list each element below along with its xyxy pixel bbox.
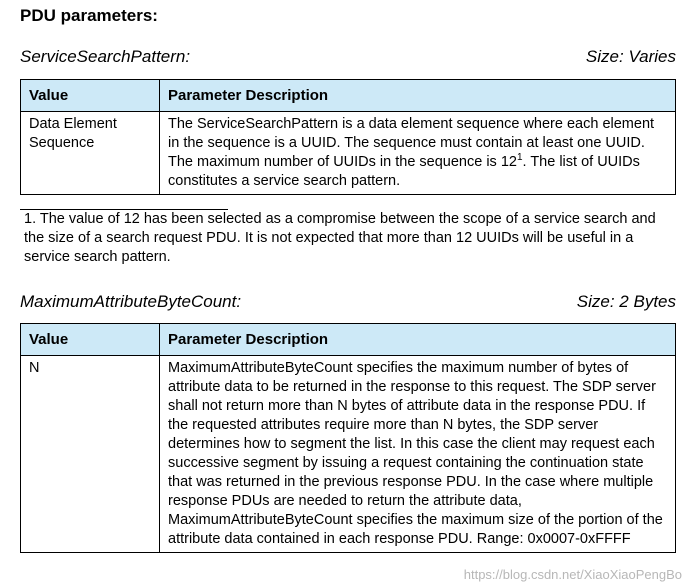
description-cell: MaximumAttributeByteCount specifies the maximum number of bytes of attribute data to be returned in the response to this request. The SDP server shall not return more than N bytes of attribute data in the response PDU. If the requested attributes require more than N bytes, the SDP server determines how to segment the list. In this case the client may request each successive segment by issuing a request containing the continuation state that was returned in the previous response PDU. In the case where multiple response PDUs are needed to return the attribute data, MaximumAttributeByteCount specifies the maximum size of the portion of the attribute data contained in each response PDU. Range: 0x0007-0xFFFF [160,356,676,553]
param-name: ServiceSearchPattern: [20,47,191,66]
param-size: Size: Varies [585,47,676,66]
description-cell [160,112,676,195]
value-column-header: Value [21,324,160,356]
value-cell: N [21,356,160,553]
table-row [21,112,676,195]
value-cell-line1: Data Element [29,116,117,132]
watermark-url: https://blog.csdn.net/XiaoXiaoPengBo [463,567,682,582]
description-column-header: Parameter Description [160,324,676,356]
description-text: The ServiceSearchPattern is a data element sequence where each element in the sequence is a UUID. The sequence must contain at least one UUID. The maximum number of UUIDs in the sequence is 12 [168,116,655,170]
value-cell-line2: Sequence [29,135,95,151]
table-header-row [21,324,676,356]
footnote-marker: 1 [516,152,523,164]
value-column-header: Value [21,80,160,112]
param-service-search-pattern-header [20,47,676,67]
section-heading: PDU parameters: [20,6,158,25]
footnote: 1. The value of 12 has been selected as a compromise between the scope of a service search and the size of a search request PDU. It is not expected that more than 12 UUIDs will be useful in a service search pattern. [24,211,656,265]
service-search-pattern-table [20,79,676,195]
table-header-row [21,80,676,112]
param-max-attribute-byte-count-header [20,292,676,312]
value-cell [21,112,160,195]
param-name: MaximumAttributeByteCount: [20,292,242,311]
description-tail: . The list of UUIDs constitutes a service search pattern. [168,154,640,189]
description-column-header: Parameter Description [160,80,676,112]
param-size: Size: 2 Bytes [576,292,676,311]
table-row [21,356,676,553]
max-attribute-byte-count-table [20,323,676,553]
